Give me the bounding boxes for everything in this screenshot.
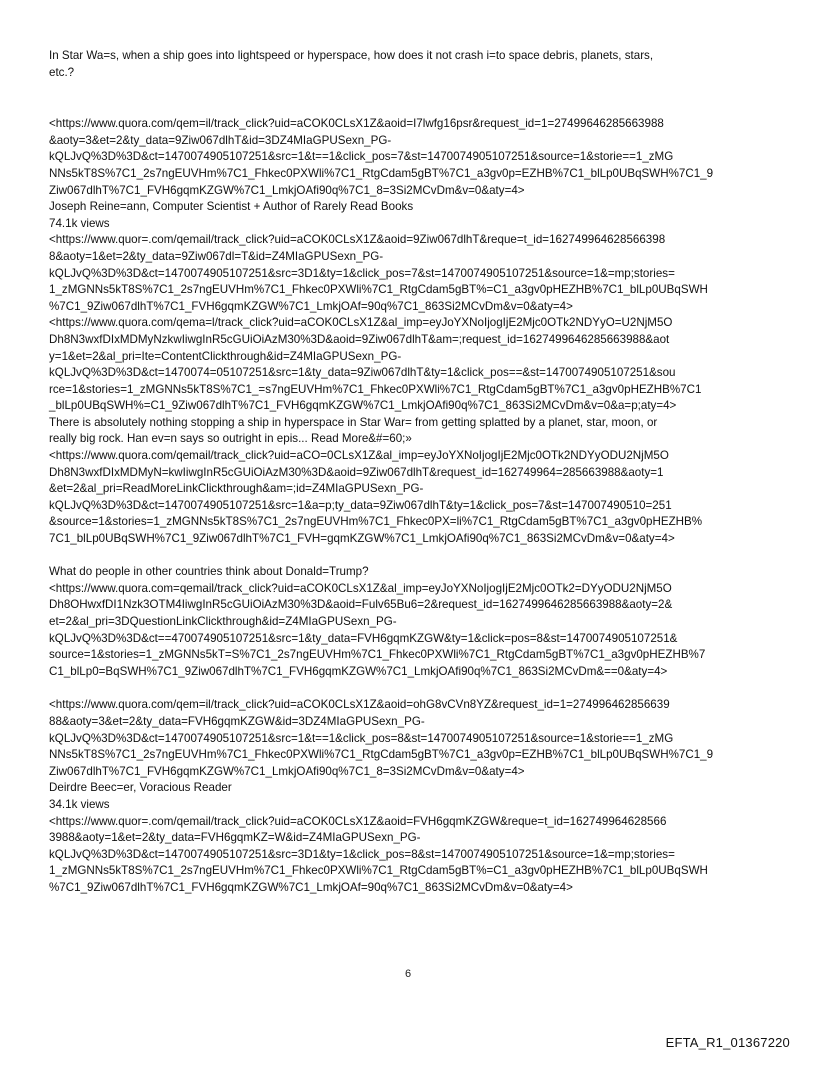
- question-link[interactable]: Dh8OHwxfDI1Nzk3OTM4IiwgInR5cGUiOiAzM30%3D&aoid=Fulv65Bu6=2&request_id=1627499646285663988&aoty=2&: [49, 598, 673, 612]
- tracking-link[interactable]: <https://www.quor=.com/qemail/track_click?uid=aCOK0CLsX1Z&aoid=9Ziw067dlhT&reque=t_id=162749964628566398: [49, 233, 666, 247]
- question-link[interactable]: <https://www.quora.com=qemail/track_click?uid=aCOK0CLsX1Z&al_imp=eyJoYXNoIjogIjE2Mjc0OTk2=DYyODU2NjM5O: [49, 581, 672, 595]
- tracking-link[interactable]: kQLJvQ%3D%3D&ct=1470074905107251&src=3D1&ty=1&click_pos=7&st=1470074905107251&source=1&=mp;stories=: [49, 266, 675, 280]
- tracking-link[interactable]: <https://www.quor=.com/qemail/track_click?uid=aCOK0CLsX1Z&aoid=FVH6gqmKZGW&reque=t_id=162749964628566: [49, 814, 667, 828]
- question-title-trump: What do people in other countries think about Donald=Trump?: [49, 565, 369, 579]
- answer-snippet: really big rock. Han ev=n says so outright in epis... Read More&#=60;»: [49, 432, 412, 446]
- tracking-link[interactable]: kQLJvQ%3D%3D&ct=1470074905107251&src=1&t==1&click_pos=8&st=1470074905107251&source=1&storie==1_zMG: [49, 731, 674, 745]
- tracking-link[interactable]: Ziw067dlhT%7C1_FVH6gqmKZGW%7C1_LmkjOAfi90q%7C1_8=3Si2MCvDm&v=0&aty=4>: [49, 764, 525, 778]
- tracking-link[interactable]: kQLJvQ%3D%3D&ct=1470074905107251&src=1&t==1&click_pos=7&st=1470074905107251&source=1&storie==1_zMG: [49, 150, 674, 164]
- question-title-star-wars: In Star Wa=s, when a ship goes into lightspeed or hyperspace, how does it not crash i=to space debris, planets, stars,: [49, 49, 654, 62]
- tracking-link[interactable]: 1_zMGNNs5kT8S%7C1_2s7ngEUVHm%7C1_Fhkec0PXWli%7C1_RtgCdam5gBT%=C1_a3gv0pHEZHB%7C1_blLp0UBqSWH: [49, 283, 708, 297]
- question-link[interactable]: kQLJvQ%3D%3D&ct==470074905107251&src=1&ty_data=FVH6gqmKZGW&ty=1&click=pos=8&st=1470074905107251&: [49, 631, 678, 645]
- tracking-link[interactable]: <https://www.quora.com/qem=il/track_click?uid=aCOK0CLsX1Z&aoid=I7lwfg16psr&request_id=1=27499646285663988: [49, 117, 664, 131]
- spacer: [49, 81, 771, 116]
- read-more-link[interactable]: kQLJvQ%3D%3D&ct=1470074905107251&src=1&a=p;ty_data=9Ziw067dlhT&ty=1&click_pos=7&st=147007490510=251: [49, 498, 672, 512]
- question-link[interactable]: C1_blLp0=BqSWH%7C1_9Ziw067dlhT%7C1_FVH6gqmKZGW%7C1_LmkjOAfi90q%7C1_863Si2MCvDm&==0&aty=4>: [49, 664, 668, 678]
- tracking-link[interactable]: rce=1&stories=1_zMGNNs5kT8S%7C1_=s7ngEUVHm%7C1_Fhkec0PXWli%7C1_RtgCdam5gBT%7C1_a3gv0pHEZHB%7C1: [49, 382, 702, 396]
- author-line: Joseph Reine=ann, Computer Scientist + Author of Rarely Read Books: [49, 200, 414, 214]
- page-number: 6: [404, 968, 412, 980]
- tracking-link[interactable]: %7C1_9Ziw067dlhT%7C1_FVH6gqmKZGW%7C1_LmkjOAf=90q%7C1_863Si2MCvDm&v=0&aty=4>: [49, 299, 573, 313]
- read-more-link[interactable]: Dh8N3wxfDIxMDMyN=kwIiwgInR5cGUiOiAzM30%3D&aoid=9Ziw067dlhT&request_id=162749964=285663988&aoty=1: [49, 465, 664, 479]
- tracking-link[interactable]: NNs5kT8S%7C1_2s7ngEUVHm%7C1_Fhkec0PXWli%7C1_RtgCdam5gBT%7C1_a3gv0p=EZHB%7C1_blLp0UBqSWH%7C1_9: [49, 166, 714, 180]
- tracking-link[interactable]: kQLJvQ%3D%3D&ct=1470074=05107251&src=1&ty_data=9Ziw067dlhT&ty=1&click_pos==&st=1470074905107251&sou: [49, 366, 676, 380]
- tracking-link[interactable]: 1_zMGNNs5kT8S%7C1_2s7ngEUVHm%7C1_Fhkec0PXWli%7C1_RtgCdam5gBT%=C1_a3gv0pHEZHB%7C1_blLp0UBqSWH: [49, 864, 708, 878]
- read-more-link[interactable]: &et=2&al_pri=ReadMoreLinkClickthrough&am=;id=Z4MIaGPUSexn_PG-: [49, 482, 424, 496]
- author-line: Deirdre Beec=er, Voracious Reader: [49, 781, 232, 795]
- tracking-link[interactable]: 8&aoty=1&et=2&ty_data=9Ziw067dl=T&id=Z4MIaGPUSexn_PG-: [49, 249, 384, 263]
- question-link[interactable]: source=1&stories=1_zMGNNs5kT=S%7C1_2s7ngEUVHm%7C1_Fhkec0PXWli%7C1_RtgCdam5gBT%7C1_a3gv0pHEZHB%7: [49, 648, 706, 662]
- question-link[interactable]: et=2&al_pri=3DQuestionLinkClickthrough&id=Z4MIaGPUSexn_PG-: [49, 615, 397, 628]
- read-more-link[interactable]: &source=1&stories=1_zMGNNs5kT8S%7C1_2s7ngEUVHm%7C1_Fhkec0PX=li%7C1_RtgCdam5gBT%7C1_a3gv0pHEZHB%: [49, 515, 703, 529]
- tracking-link[interactable]: y=1&et=2&al_pri=Ite=ContentClickthrough&id=Z4MIaGPUSexn_PG-: [49, 349, 402, 363]
- answer-snippet: There is absolutely nothing stopping a ship in hyperspace in Star War= from getting splatted by a planet, star, moon, or: [49, 415, 658, 429]
- bates-number: EFTA_R1_01367220: [665, 1035, 790, 1050]
- tracking-link[interactable]: kQLJvQ%3D%3D&ct=1470074905107251&src=3D1&ty=1&click_pos=8&st=1470074905107251&source=1&=mp;stories=: [49, 847, 675, 861]
- read-more-link[interactable]: 7C1_blLp0UBqSWH%7C1_9Ziw067dlhT%7C1_FVH=gqmKZGW%7C1_LmkjOAfi90q%7C1_863Si2MCvDm&v=0&aty=4>: [49, 532, 675, 546]
- tracking-link[interactable]: 3988&aoty=1&et=2&ty_data=FVH6gqmKZ=W&id=Z4MIaGPUSexn_PG-: [49, 831, 421, 845]
- view-count: 34.1k views: [49, 797, 110, 811]
- tracking-link[interactable]: 88&aoty=3&et=2&ty_data=FVH6gqmKZGW&id=3DZ4MIaGPUSexn_PG-: [49, 714, 425, 728]
- tracking-link[interactable]: <https://www.quora.com/qem=il/track_click?uid=aCOK0CLsX1Z&aoid=ohG8vCVn8YZ&request_id=1=274996462856639: [49, 698, 670, 712]
- tracking-link[interactable]: _blLp0UBqSWH%=C1_9Ziw067dlhT%7C1_FVH6gqmKZGW%7C1_LmkjOAfi90q%7C1_863Si2MCvDm&v=0&a=p;aty=4>: [49, 399, 677, 413]
- question-title-star-wars-cont: etc.?: [49, 65, 75, 79]
- tracking-link[interactable]: NNs5kT8S%7C1_2s7ngEUVHm%7C1_Fhkec0PXWli%7C1_RtgCdam5gBT%7C1_a3gv0p=EZHB%7C1_blLp0UBqSWH%7C1_9: [49, 748, 714, 762]
- tracking-link[interactable]: Ziw067dlhT%7C1_FVH6gqmKZGW%7C1_LmkjOAfi90q%7C1_8=3Si2MCvDm&v=0&aty=4>: [49, 183, 525, 197]
- spacer: [49, 548, 771, 565]
- tracking-link[interactable]: %7C1_9Ziw067dlhT%7C1_FVH6gqmKZGW%7C1_LmkjOAf=90q%7C1_863Si2MCvDm&v=0&aty=4>: [49, 880, 573, 894]
- spacer: [49, 680, 771, 697]
- read-more-link[interactable]: <https://www.quora.com/qemail/track_click?uid=aCO=0CLsX1Z&al_imp=eyJoYXNoIjogIjE2Mjc0OTk2NDYyODU2NjM5O: [49, 449, 669, 463]
- view-count: 74.1k views: [49, 216, 110, 230]
- tracking-link[interactable]: Dh8N3wxfDIxMDMyNzkwIiwgInR5cGUiOiAzM30%3D&aoid=9Ziw067dlhT&am=;request_id=1627499646285663988&aot: [49, 332, 670, 346]
- tracking-link[interactable]: &aoty=3&et=2&ty_data=9Ziw067dlhT&id=3DZ4MIaGPUSexn_PG-: [49, 133, 392, 147]
- email-body: [49, 48, 771, 897]
- tracking-link[interactable]: <https://www.quora.com/qema=l/track_click?uid=aCOK0CLsX1Z&al_imp=eyJoYXNoIjogIjE2Mjc0OTk2NDYyO=U2NjM5O: [49, 316, 673, 330]
